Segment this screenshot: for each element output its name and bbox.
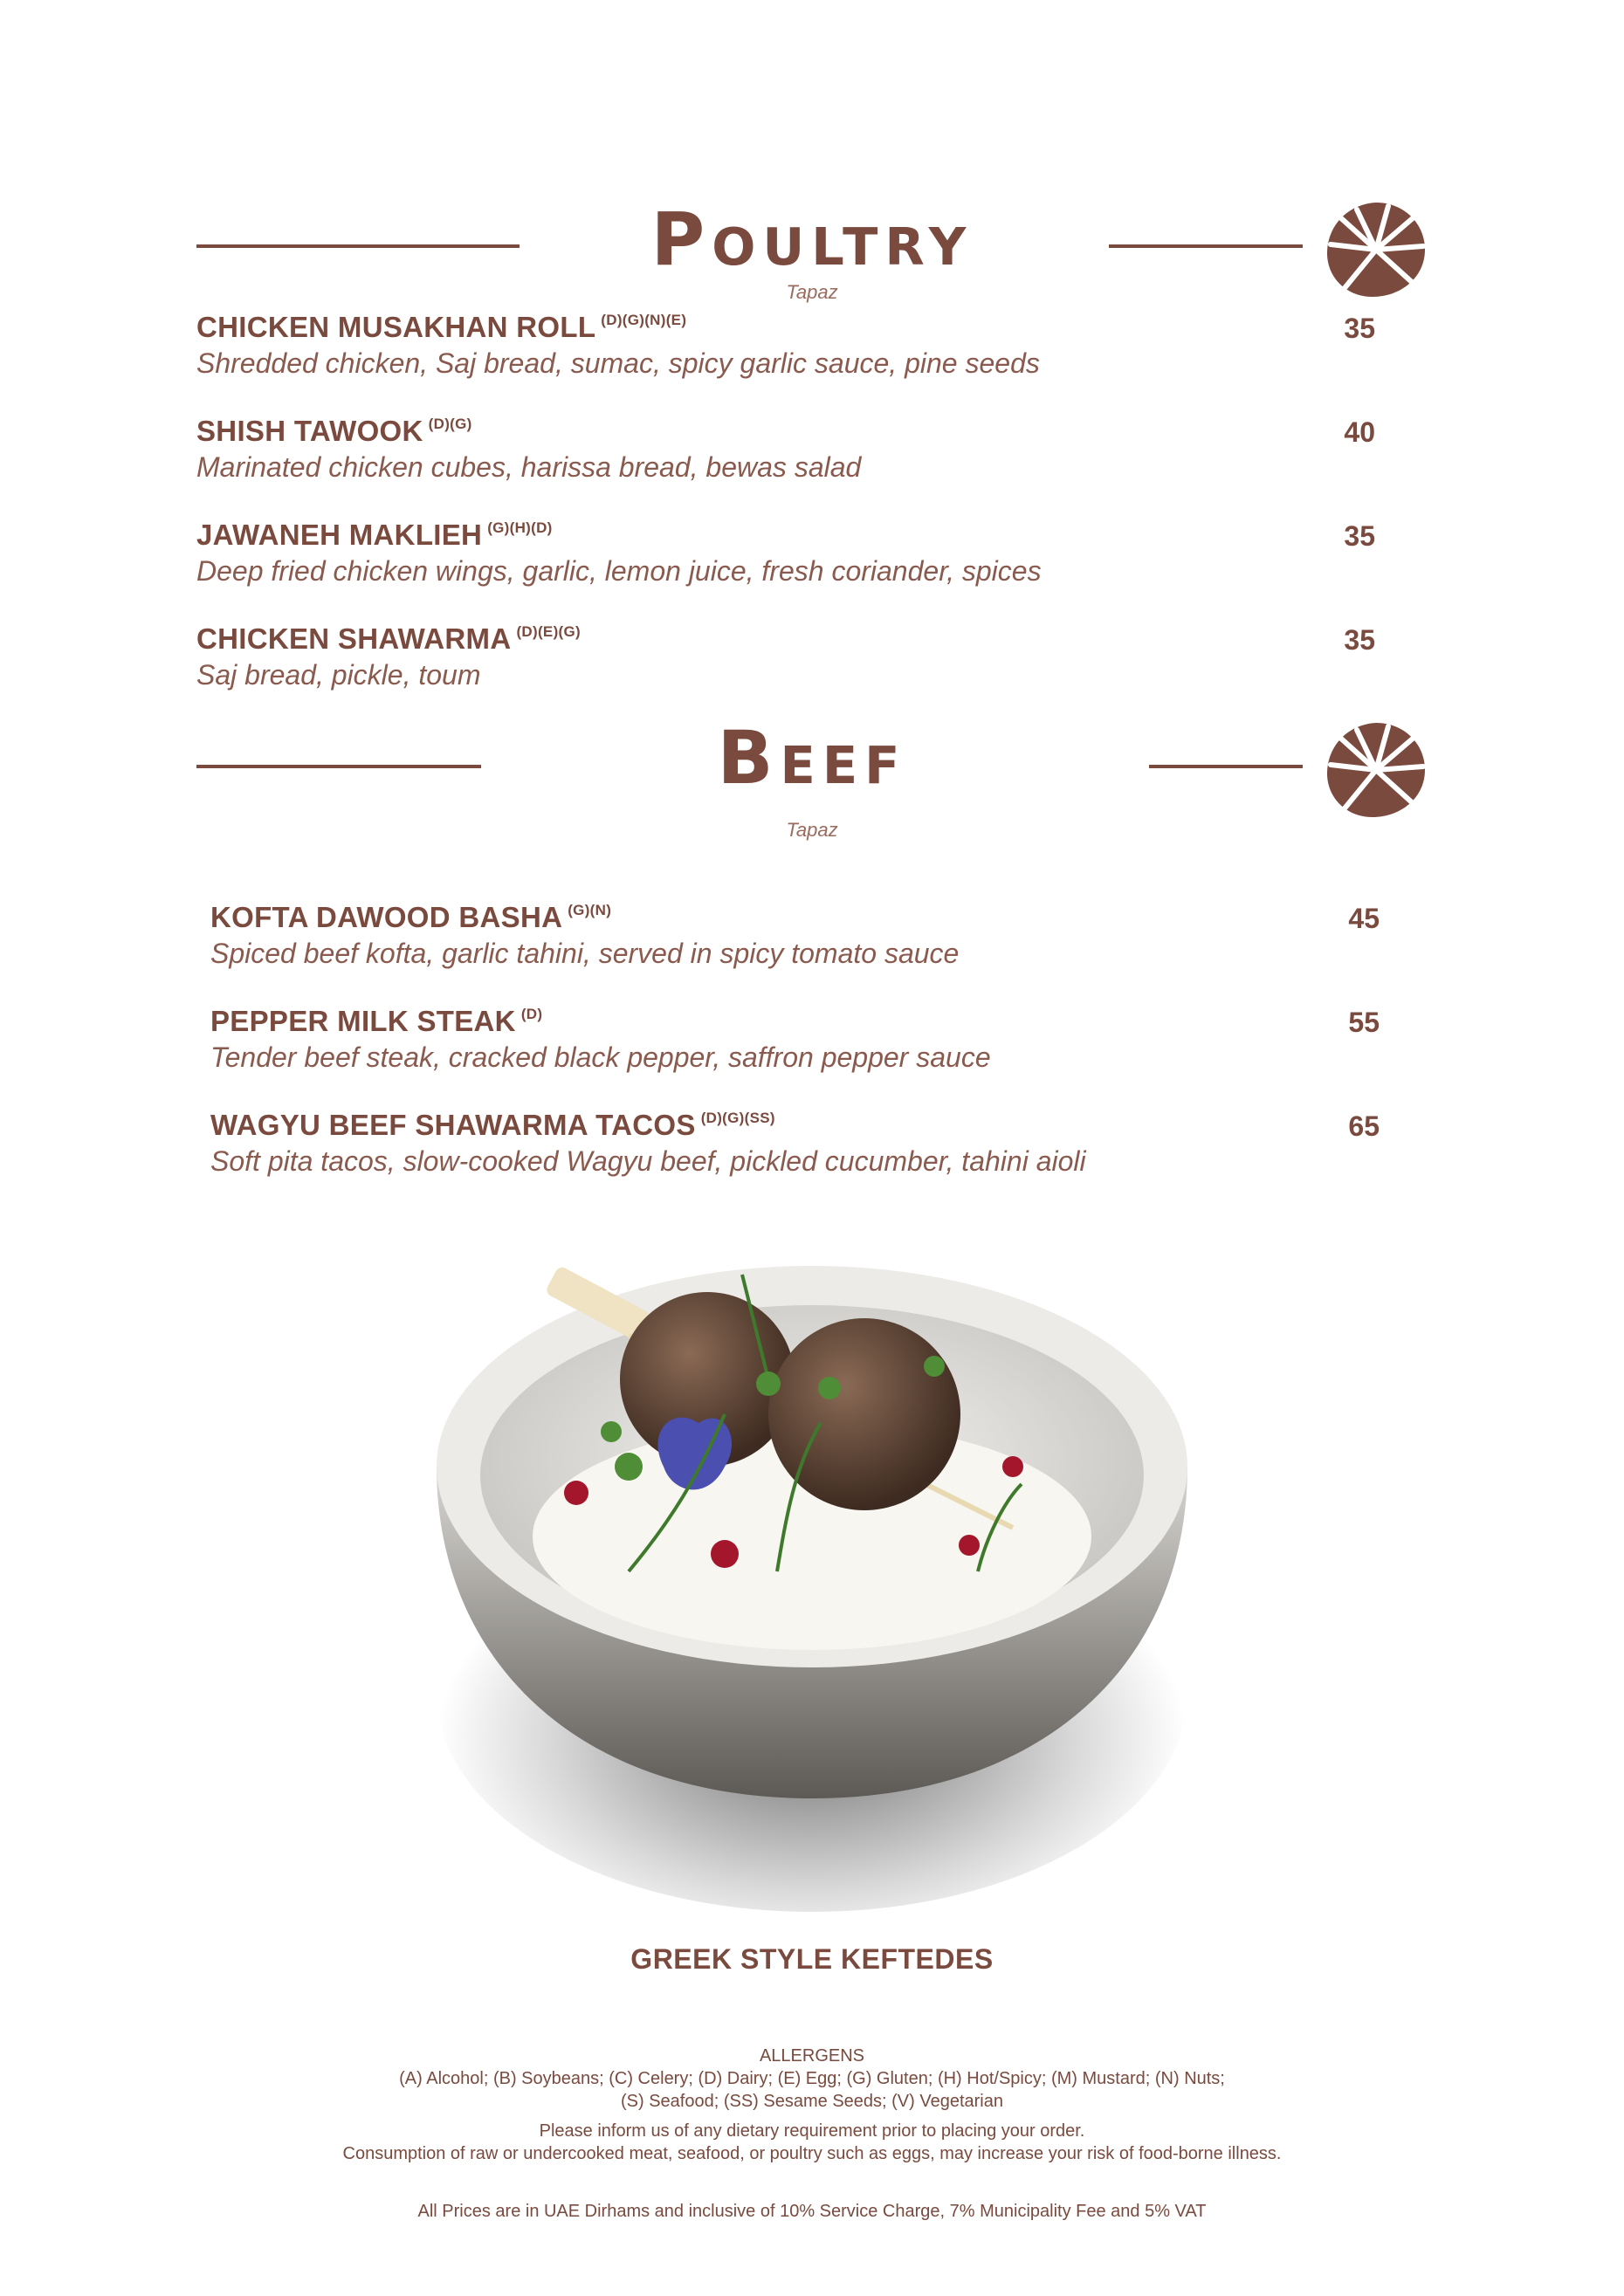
monstera-leaf-icon xyxy=(1322,197,1430,302)
item-name: JAWANEH MAKLIEH xyxy=(196,519,483,551)
item-allergens: (G)(N) xyxy=(568,902,612,918)
item-allergens: (D)(G)(N)(E) xyxy=(601,312,687,328)
item-allergens: (D)(G) xyxy=(428,416,472,432)
menu-item xyxy=(210,1005,991,1074)
item-description: Shredded chicken, Saj bread, sumac, spicy garlic sauce, pine seeds xyxy=(196,347,1040,379)
item-price: 35 xyxy=(1344,624,1375,656)
prices-note: All Prices are in UAE Dirhams and inclusive of 10% Service Charge, 7% Municipality Fee and 5% VAT xyxy=(417,2202,1207,2221)
item-price: 40 xyxy=(1344,416,1375,448)
menu-item xyxy=(210,1109,1086,1178)
item-name: PEPPER MILK STEAK xyxy=(210,1005,516,1037)
item-name: CHICKEN MUSAKHAN ROLL xyxy=(196,311,596,343)
allergens-list-line1: (A) Alcohol; (B) Soybeans; (C) Celery; (D) Dairy; (E) Egg; (G) Gluten; (H) Hot/Spicy; (M) Mustard; (N) Nuts; xyxy=(399,2069,1225,2088)
allergens-list-line2: (S) Seafood; (SS) Sesame Seeds; (V) Vegetarian xyxy=(621,2092,1003,2111)
item-allergens: (D)(E)(G) xyxy=(516,623,581,640)
menu-item xyxy=(196,415,861,484)
item-name: WAGYU BEEF SHAWARMA TACOS xyxy=(210,1109,696,1141)
photo-caption: GREEK STYLE KEFTEDES xyxy=(630,1943,994,1975)
menu-item xyxy=(210,901,959,970)
beef-subtitle: Tapaz xyxy=(786,819,838,841)
item-price: 65 xyxy=(1348,1110,1380,1142)
beef-title: Beef xyxy=(717,715,907,801)
item-name: SHISH TAWOOK xyxy=(196,415,423,447)
poultry-subtitle: Tapaz xyxy=(786,281,838,303)
food-safety-notice: Consumption of raw or undercooked meat, seafood, or poultry such as eggs, may increase your risk of food-borne illness. xyxy=(342,2144,1282,2163)
item-allergens: (G)(H)(D) xyxy=(487,519,553,536)
item-description: Saj bread, pickle, toum xyxy=(196,659,481,691)
item-description: Marinated chicken cubes, harissa bread, bewas salad xyxy=(196,451,862,483)
poultry-title: Poultry xyxy=(650,196,974,282)
menu-item xyxy=(196,622,581,691)
item-description: Spiced beef kofta, garlic tahini, served in spicy tomato sauce xyxy=(210,938,960,969)
item-description: Soft pita tacos, slow-cooked Wagyu beef, pickled cucumber, tahini aioli xyxy=(210,1145,1086,1177)
item-description: Deep fried chicken wings, garlic, lemon juice, fresh coriander, spices xyxy=(196,555,1042,587)
item-name: KOFTA DAWOOD BASHA xyxy=(210,901,563,933)
allergens-heading: ALLERGENS xyxy=(759,2046,865,2066)
item-allergens: (D)(G)(SS) xyxy=(700,1110,775,1126)
item-price: 45 xyxy=(1348,903,1380,934)
dietary-notice: Please inform us of any dietary requirement prior to placing your order. xyxy=(539,2121,1085,2141)
item-description: Tender beef steak, cracked black pepper, saffron pepper sauce xyxy=(210,1041,991,1073)
dish-photo xyxy=(410,1205,1214,1921)
item-name: CHICKEN SHAWARMA xyxy=(196,622,512,655)
item-price: 35 xyxy=(1344,313,1375,344)
item-price: 55 xyxy=(1348,1007,1380,1038)
menu-item xyxy=(196,519,1042,588)
menu-item xyxy=(196,311,1040,380)
item-allergens: (D) xyxy=(520,1006,543,1022)
item-price: 35 xyxy=(1344,520,1375,552)
monstera-leaf-icon xyxy=(1322,718,1430,822)
